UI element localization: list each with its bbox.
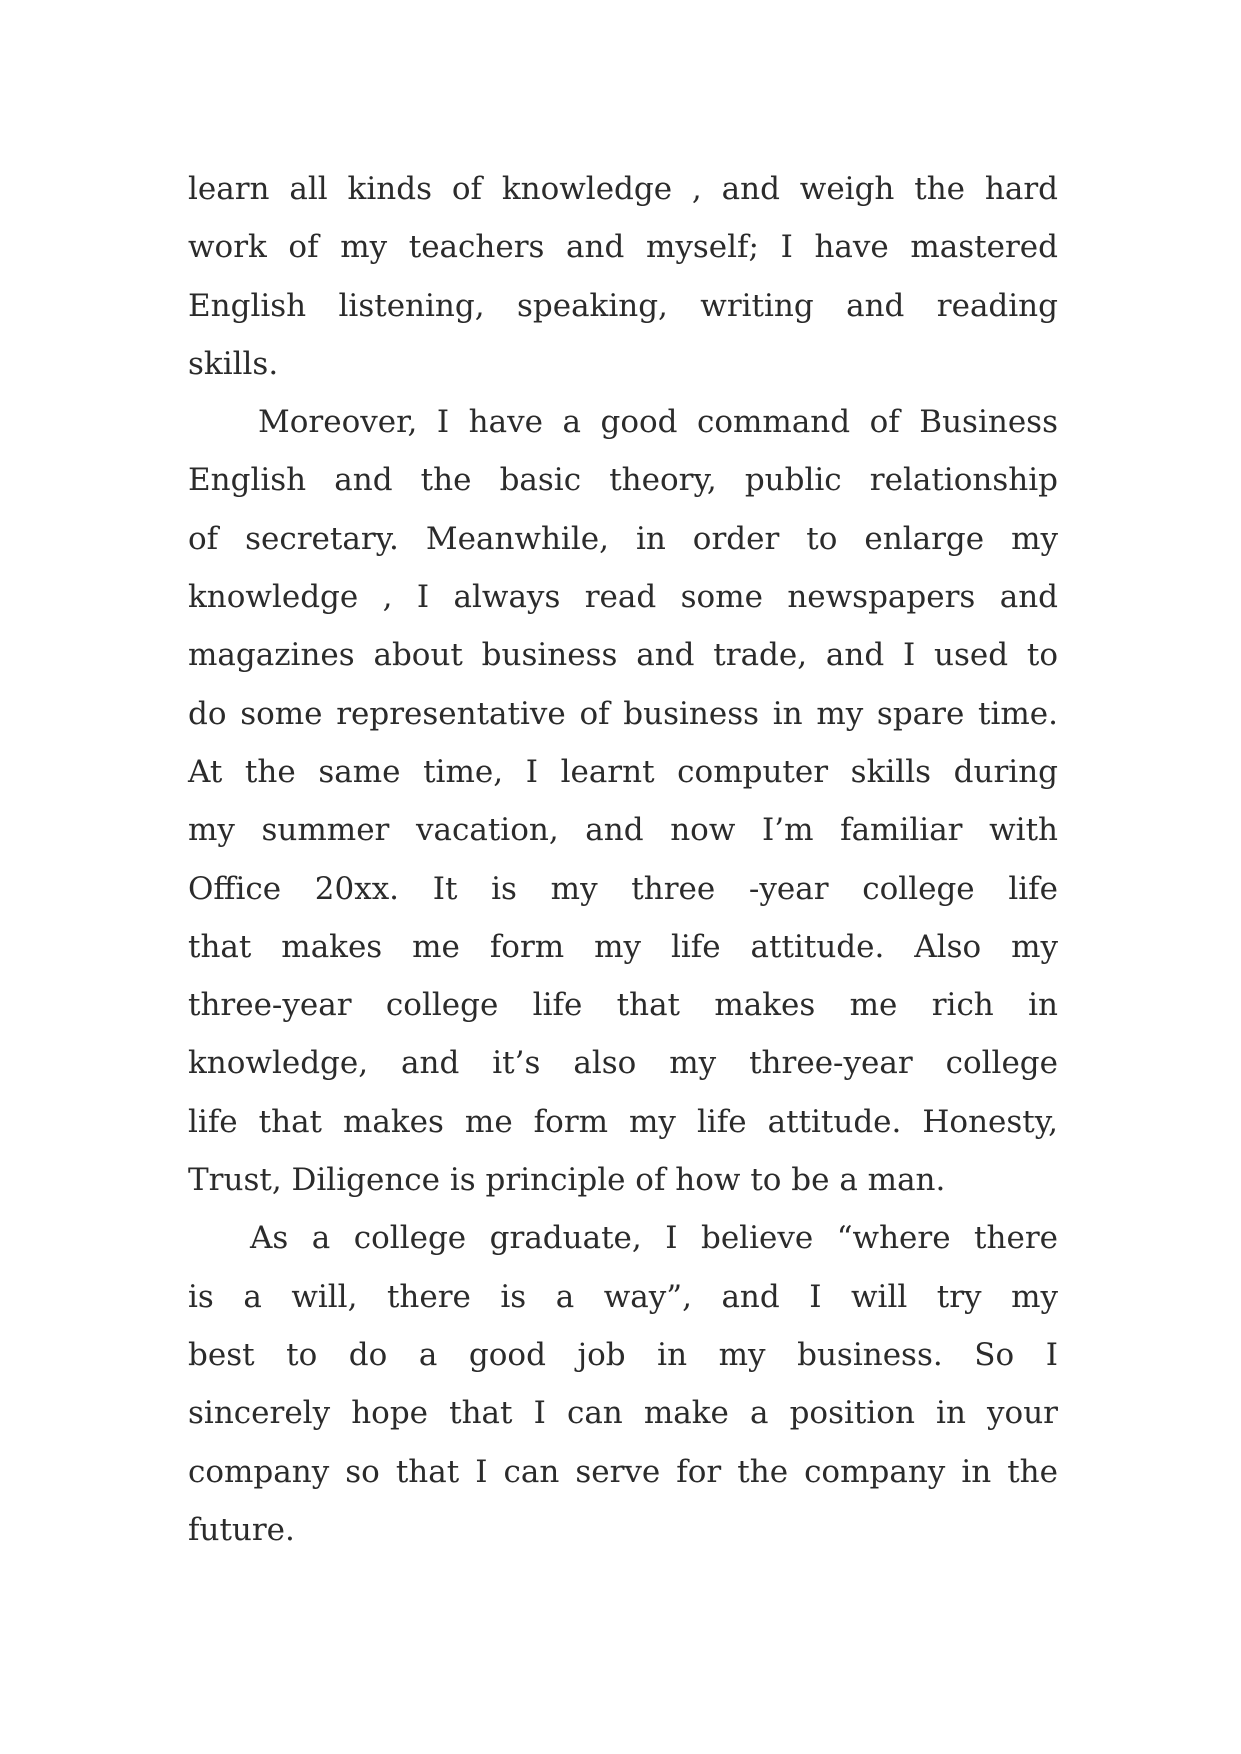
body-text [188,160,1058,1559]
text-line: that makes me form my life attitude. Also my [188,928,1058,965]
text-line: knowledge , I always read some newspapers and [188,579,1058,616]
paragraph-3 [188,1209,1058,1559]
paragraph-1 [188,160,1058,393]
text-line: future. [188,1511,295,1548]
text-line: is a will, there is a way”, and I will try my [188,1278,1058,1315]
text-line: three-year college life that makes me rich in [188,987,1058,1024]
text-line: knowledge, and it’s also my three-year college [188,1045,1058,1082]
text-line: of secretary. Meanwhile, in order to enlarge my [188,520,1058,557]
text-line: skills. [188,345,279,382]
text-line: sincerely hope that I can make a position in your [188,1395,1058,1432]
text-line: Trust, Diligence is principle of how to be a man. [188,1162,946,1199]
text-line: Office 20xx. It is my three -year college life [188,870,1058,907]
paragraph-2 [188,393,1058,1209]
text-line: work of my teachers and myself; I have mastered [188,229,1058,266]
text-line: Moreover, I have a good command of Business [258,404,1058,441]
text-line: learn all kinds of knowledge , and weigh the hard [188,171,1058,207]
text-line: best to do a good job in my business. So I [188,1336,1058,1373]
text-line: English listening, speaking, writing and reading [188,287,1058,324]
text-line: life that makes me form my life attitude. Honesty, [188,1103,1058,1140]
text-line: English and the basic theory, public relationship [188,462,1058,499]
text-line: my summer vacation, and now I’m familiar with [188,812,1058,849]
text-line: do some representative of business in my spare time. [188,695,1058,732]
text-line: company so that I can serve for the company in the [188,1453,1058,1490]
text-line: At the same time, I learnt computer skills during [188,753,1058,790]
text-line: magazines about business and trade, and I used to [188,637,1058,674]
text-line: As a college graduate, I believe “where there [250,1220,1058,1257]
